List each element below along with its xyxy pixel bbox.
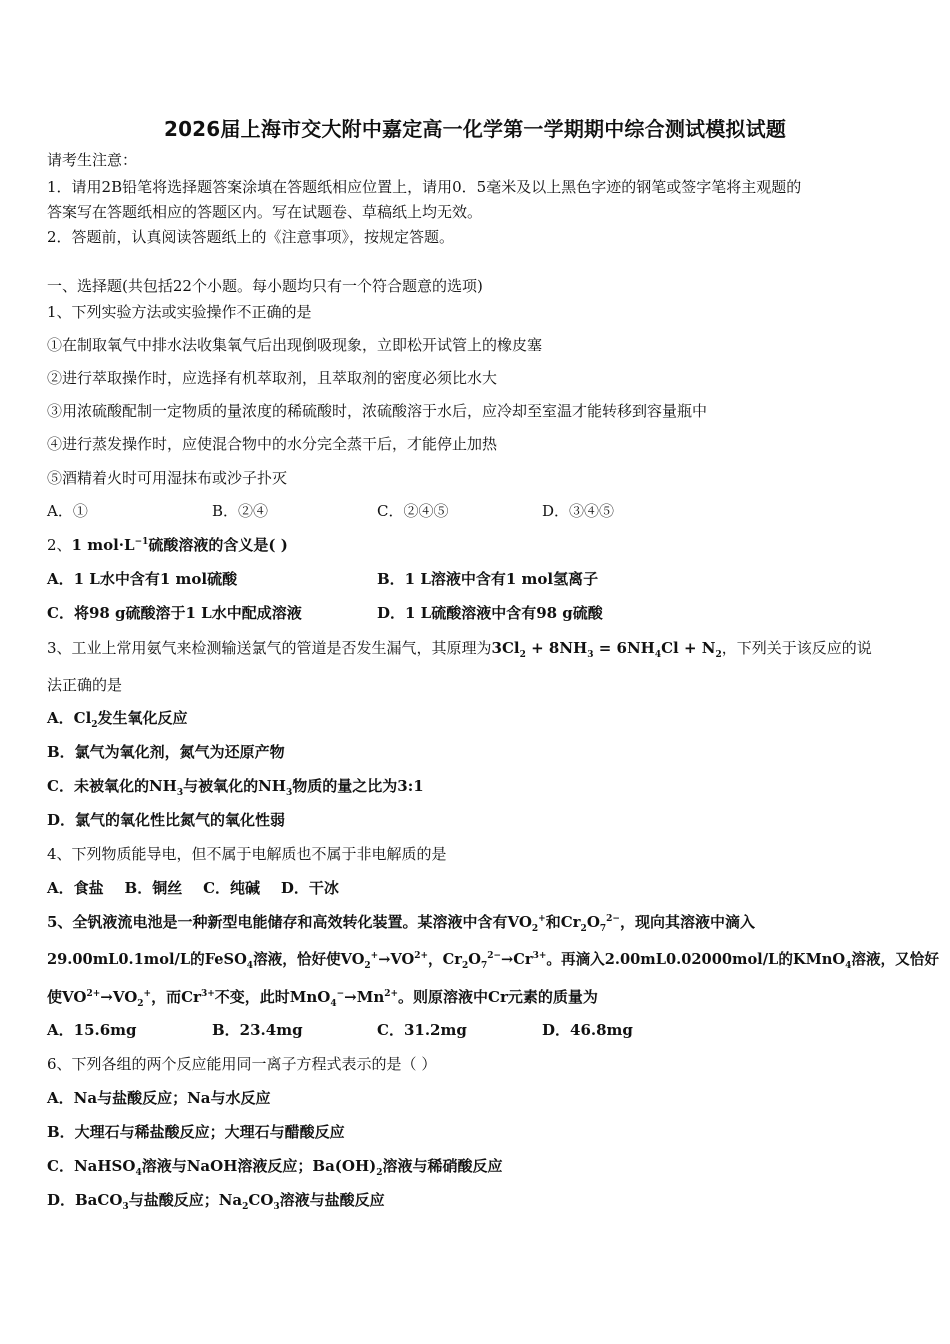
q5-text: 。再滴入2.00mL0.02000mol/L的KMnO [546,951,846,968]
opt-text: 物质的量之比为3:1 [292,777,424,795]
q5-text: →VO [378,951,415,968]
question-2-stem-sup: −1 [134,537,149,547]
question-5-stem-line-1 [47,912,755,932]
opt-sub: 3 [285,788,293,798]
q5-text: 溶液，恰好使VO [253,951,365,968]
question-1-option-a: A．① [47,502,88,520]
opt-text: A．Cl [47,709,92,727]
question-5-option-d: D．46.8mg [542,1021,633,1039]
question-1-stem: 1、下列实验方法或实验操作不正确的是 [47,303,312,321]
opt-sub: 2 [376,1168,383,1178]
question-3-option-c [47,776,424,796]
opt-sub: 2 [91,720,98,730]
q5-text: 29.00mL0.1mol/L的FeSO [47,951,247,968]
q5-sub: 2 [580,924,587,934]
q5-text: 和Cr [545,913,581,931]
q5-sup: 3+ [532,951,547,962]
q5-sup: 3+ [200,989,215,999]
opt-text: 溶液与盐酸反应 [279,1191,385,1209]
q5-sub: 4 [330,999,337,1009]
section-heading: 一、选择题(共包括22个小题。每小题均只有一个符合题意的选项) [47,277,483,295]
question-3-stem [47,638,872,658]
question-3-stem-text: 3、工业上常用氨气来检测输送氯气的管道是否发生漏气，其原理为 [47,639,492,657]
question-1-option-c: C．②④⑤ [377,502,449,520]
q5-text: →VO [100,988,138,1006]
q5-sup: 2+ [384,989,399,999]
question-2-stem-unit: 1 mol·L [71,536,135,554]
question-2-option-d: D．1 L硫酸溶液中含有98 g硫酸 [377,604,603,622]
eq-sub: 2 [519,650,526,660]
opt-sub: 3 [273,1202,280,1212]
question-6-option-d [47,1190,385,1210]
opt-sub: 4 [135,1168,142,1178]
question-6-stem: 6、下列各组的两个反应能用同一离子方程式表示的是（ ） [47,1055,437,1073]
q5-text: ，现向其溶液中滴入 [619,913,755,931]
q5-sub: 2 [531,924,539,934]
question-3-option-d: D．氯气的氧化性比氮气的氧化性弱 [47,811,286,829]
question-4-options: A．食盐 B．铜丝 C．纯碱 D．干冰 [47,879,339,897]
question-4-stem: 4、下列物质能导电，但不属于电解质也不属于非电解质的是 [47,845,447,863]
eq-sub: 2 [715,650,722,660]
q5-sup: + [538,914,546,924]
q5-sup: + [143,989,152,999]
opt-text: D．BaCO [47,1191,123,1209]
q5-sup: 2− [606,914,620,924]
question-5-option-b: B．23.4mg [212,1021,303,1039]
question-1-statement: ⑤酒精着火时可用湿抹布或沙子扑灭 [47,469,288,487]
q5-sup: 2+ [86,989,101,999]
question-3-stem-text: ，下列关于该反应的说 [721,639,872,657]
notice-item-1-cont: 答案写在答题纸相应的答题区内。写在试题卷、草稿纸上均无效。 [47,203,483,221]
eq-sub: 3 [587,650,594,660]
eq-part: 3Cl [491,639,520,657]
question-2-stem-text: 硫酸溶液的含义是( ) [148,536,288,554]
question-1-option-b: B．②④ [212,502,269,520]
question-6-option-b: B．大理石与稀盐酸反应；大理石与醋酸反应 [47,1123,345,1141]
q5-sub: 7 [599,924,607,934]
opt-text: 发生氧化反应 [97,709,188,727]
q5-sub: 2 [461,960,469,971]
q5-text: 不变，此时MnO [214,988,331,1006]
question-2-option-c: C．将98 g硫酸溶于1 L水中配成溶液 [47,604,302,622]
question-1-option-d: D．③④⑤ [542,502,615,520]
question-1-statement: ②进行萃取操作时，应选择有机萃取剂，且萃取剂的密度必须比水大 [47,369,498,387]
q5-text: O [468,951,481,968]
q5-text: →Mn [344,988,385,1006]
question-2-option-b: B．1 L溶液中含有1 mol氢离子 [377,570,599,588]
q5-text: ，Cr [428,951,462,968]
q5-sup: + [370,951,379,962]
opt-text: 溶液与稀硝酸反应 [382,1157,503,1175]
q5-text: 使VO [47,988,87,1006]
q5-text: 5、全钒液流电池是一种新型电能储存和高效转化装置。某溶液中含有VO [47,913,532,931]
opt-sub: 3 [122,1202,129,1212]
q5-sup: − [336,989,345,999]
eq-sub: 4 [654,650,662,660]
question-2-option-a: A．1 L水中含有1 mol硫酸 [47,570,238,588]
opt-text: CO [248,1191,274,1209]
question-1-statement: ③用浓硫酸配制一定物质的量浓度的稀硫酸时，浓硫酸溶于水后，应冷却至室温才能转移到容量瓶中 [47,402,708,420]
question-5-stem-line-3 [47,987,598,1007]
opt-text: C．NaHSO [47,1157,136,1175]
question-5-option-c: C．31.2mg [377,1021,467,1039]
question-3-option-a [47,708,188,728]
question-2-number: 2、 [47,536,72,554]
opt-text: 与被氧化的NH [183,777,286,795]
eq-part: = 6NH [593,639,655,657]
question-3-option-b: B．氯气为氧化剂，氮气为还原产物 [47,743,285,761]
q5-sub: 4 [246,960,254,971]
question-6-option-c [47,1156,503,1176]
opt-text: 溶液与NaOH溶液反应；Ba(OH) [141,1157,377,1175]
opt-sub: 3 [176,788,184,798]
notice-heading: 请考生注意： [47,151,138,169]
question-2-stem [47,535,288,555]
question-6-option-a: A．Na与盐酸反应；Na与水反应 [47,1089,271,1107]
page-title: 2026届上海市交大附中嘉定高一化学第一学期期中综合测试模拟试题 [163,117,787,141]
question-1-statement: ①在制取氧气中排水法收集氧气后出现倒吸现象，立即松开试管上的橡皮塞 [47,336,543,354]
q5-sup: 2+ [414,951,429,962]
question-1-statement: ④进行蒸发操作时，应使混合物中的水分完全蒸干后，才能停止加热 [47,435,498,453]
q5-sub: 7 [480,960,488,971]
question-3-stem-cont: 法正确的是 [47,676,123,694]
q5-text: 溶液，又恰好 [851,951,939,968]
q5-sup: 2− [487,951,502,962]
question-5-stem-line-2 [47,950,939,970]
reaction-equation [491,639,722,660]
eq-part: Cl + N [661,639,716,657]
q5-sub: 2 [364,960,371,971]
q5-text: ，而Cr [151,988,201,1006]
q5-text: 。则原溶液中Cr元素的质量为 [398,988,598,1006]
eq-part: + 8NH [525,639,588,657]
opt-text: C．未被氧化的NH [47,777,177,795]
notice-item-2: 2．答题前，认真阅读答题纸上的《注意事项》，按规定答题。 [47,228,455,246]
opt-sub: 2 [242,1202,249,1212]
q5-sub: 2 [137,999,144,1009]
q5-text: →Cr [501,951,533,968]
q5-text: O [586,913,600,931]
notice-item-1: 1．请用2B铅笔将选择题答案涂填在答题纸相应位置上，请用0．5毫米及以上黑色字迹的钢笔或签字笔将主观题的 [47,178,802,196]
opt-text: 与盐酸反应；Na [128,1191,243,1209]
question-5-option-a: A．15.6mg [47,1021,137,1039]
q5-sub: 4 [845,960,852,971]
